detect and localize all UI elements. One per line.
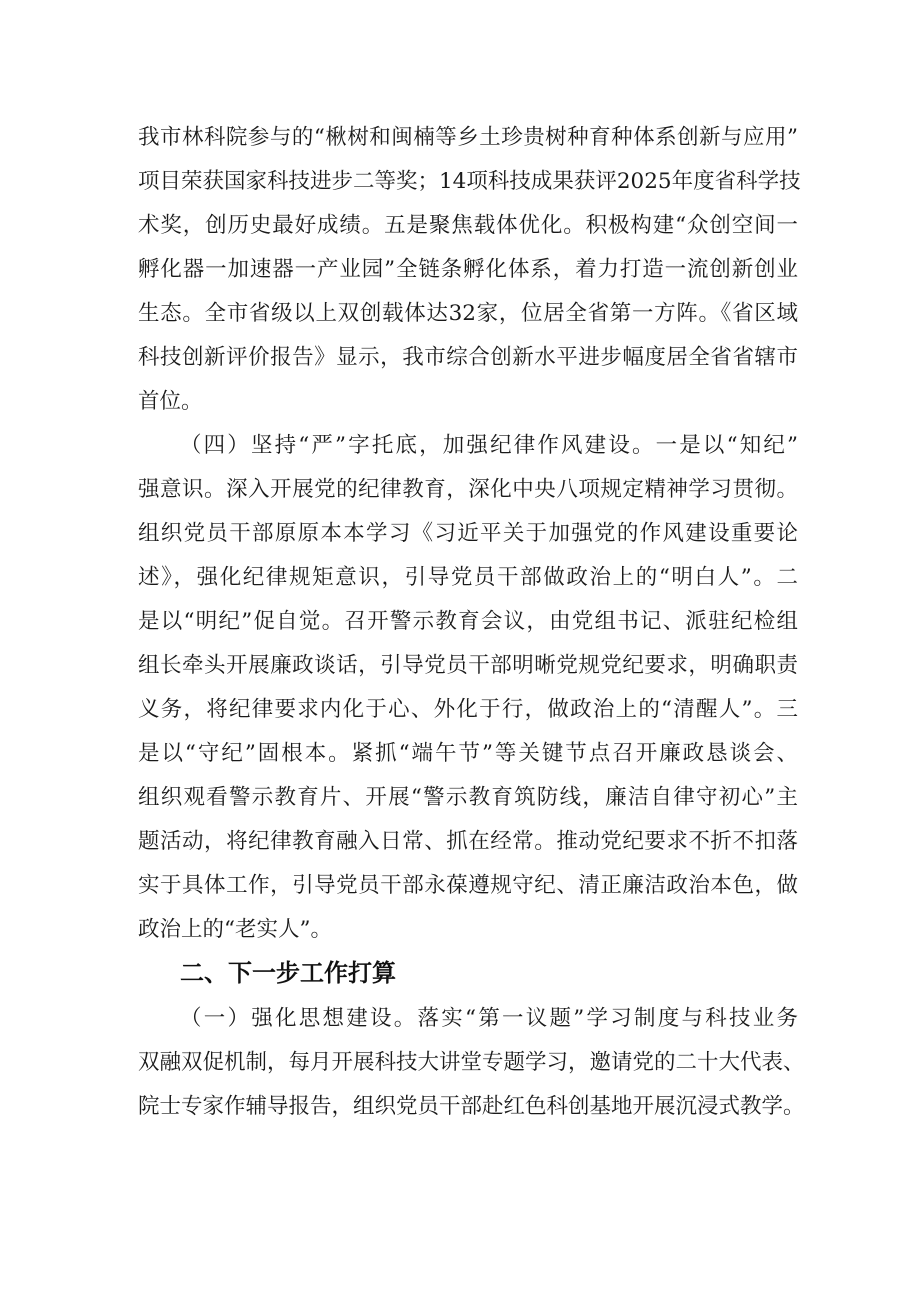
text-line: 术奖，创历史最好成绩。五是聚焦载体优化。积极构建“众创空间一 <box>138 213 798 238</box>
text-line: 实于具体工作，引导党员干部永葆遵规守纪、清正廉洁政治本色，做 <box>138 873 798 898</box>
text-line: 题活动，将纪律教育融入日常、抓在经常。推动党纪要求不折不扣落 <box>138 829 798 854</box>
text-line: 项目荣获国家科技进步二等奖；14项科技成果获评2025年度省科学技 <box>138 169 801 194</box>
text-line: （四）坚持“严”字托底，加强纪律作风建设。一是以“知纪” <box>180 433 798 458</box>
text-line: 科技创新评价报告》显示，我市综合创新水平进步幅度居全省省辖市 <box>138 345 798 370</box>
text-line: 是以“明纪”促自觉。召开警示教育会议，由党组书记、派驻纪检组 <box>138 609 798 634</box>
text-line: 是以“守纪”固根本。紧抓“端午节”等关键节点召开廉政恳谈会、 <box>138 741 798 766</box>
text-line: 组织观看警示教育片、开展“警示教育筑防线，廉洁自律守初心”主 <box>138 785 798 810</box>
text-line: 述》，强化纪律规矩意识，引导党员干部做政治上的“明白人”。二 <box>138 565 798 590</box>
text-line: 首位。 <box>138 389 203 414</box>
text-line: 义务，将纪律要求内化于心、外化于行，做政治上的“清醒人”。三 <box>138 697 798 722</box>
text-line: 双融双促机制，每月开展科技大讲堂专题学习，邀请党的二十大代表、 <box>138 1050 805 1075</box>
text-line: 生态。全市省级以上双创载体达32家，位居全省第一方阵。《省区域 <box>138 301 798 326</box>
text-line: 院士专家作辅导报告，组织党员干部赴红色科创基地开展沉浸式教学。 <box>138 1094 805 1119</box>
text-line: （一）强化思想建设。落实“第一议题”学习制度与科技业务 <box>180 1006 798 1031</box>
text-line: 强意识。深入开展党的纪律教育，深化中央八项规定精神学习贯彻。 <box>138 477 798 502</box>
text-line: 政治上的“老实人”。 <box>138 917 332 942</box>
text-line: 组长牵头开展廉政谈话，引导党员干部明晰党规党纪要求，明确职责 <box>138 653 798 678</box>
text-line: 组织党员干部原原本本学习《习近平关于加强党的作风建设重要论 <box>138 521 798 546</box>
text-line: 我市林科院参与的“楸树和闽楠等乡土珍贵树种育种体系创新与应用” <box>138 125 798 150</box>
section-heading: 二、下一步工作打算 <box>180 959 396 987</box>
text-line: 孵化器一加速器一产业园”全链条孵化体系，着力打造一流创新创业 <box>138 257 798 282</box>
